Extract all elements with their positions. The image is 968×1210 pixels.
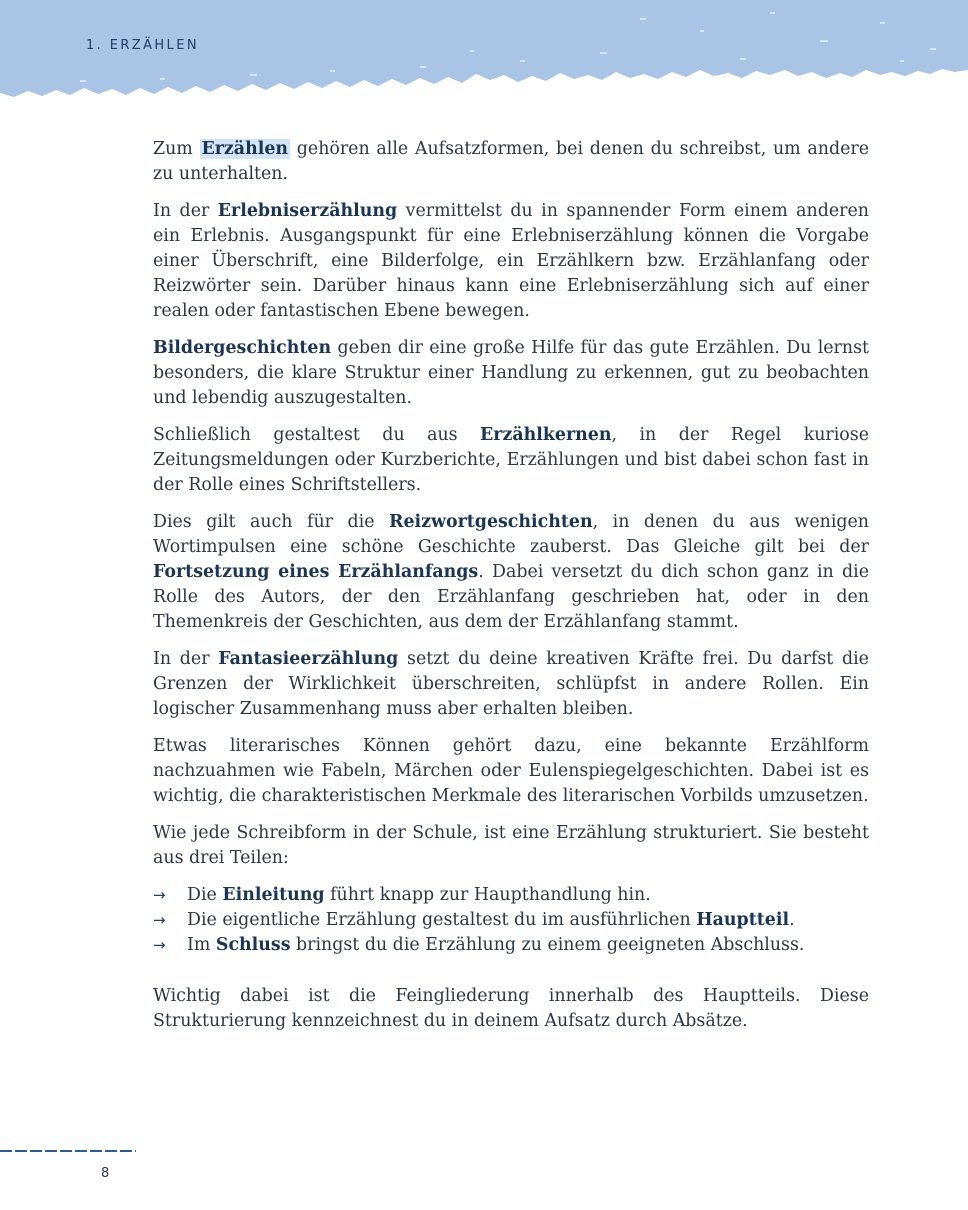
chapter-label: 1. ERZÄHLEN <box>86 38 199 53</box>
keyword: Bildergeschichten <box>153 338 332 358</box>
keyword: Schluss <box>215 935 291 955</box>
arrow-right-icon: → <box>153 886 166 904</box>
paragraph-feingliederung: Wichtig dabei ist die Feingliederung innerhalb des Hauptteils. Diese Strukturierung kennzeichnest du in deinem Aufsatz durch Absätze. <box>153 986 869 1031</box>
list-item-text: Im Schluss bringst du die Erzählung zu einem geeigneten Abschluss. <box>187 935 805 955</box>
structure-list <box>153 883 869 958</box>
highlighted-term: Erzählen <box>201 139 289 159</box>
paragraph-fantasieerzaehlung: In der Fantasieerzählung setzt du deine kreativen Kräfte frei. Du darfst die Grenzen der Wirklichkeit überschreiten, schlüpfst in andere Rollen. Ein logischer Zusammenhang muss aber erhalten bleiben. <box>153 649 869 719</box>
paragraph-erlebniserzaehlung: In der Erlebniserzählung vermittelst du in spannender Form einem anderen ein Erlebnis. Ausgangspunkt für eine Erlebniserzählung können die Vorgabe einer Überschrift, eine Bilderfolge, ein Erzählkern bzw. Erzählanfang oder Reizwörter sein. Darüber hinaus kann eine Erlebniserzählung sich auf einer realen oder fantastischen Ebene bewegen. <box>153 201 869 321</box>
paragraph-erzaehlkerne: Schließlich gestaltest du aus Erzählkernen, in der Regel kuriose Zeitungsmeldungen oder Kurzberichte, Erzählungen und bist dabei schon fast in der Rolle eines Schriftstellers. <box>153 425 869 495</box>
paragraph-bildergeschichten: Bildergeschichten geben dir eine große Hilfe für das gute Erzählen. Du lernst besonders, die klare Struktur einer Handlung zu erkennen, gut zu beobachten und lebendig auszugestalten. <box>153 338 869 408</box>
keyword: Hauptteil <box>696 910 790 930</box>
list-item-text: Die eigentliche Erzählung gestaltest du im ausführlichen Hauptteil. <box>187 910 795 930</box>
keyword: Einleitung <box>222 885 325 905</box>
paragraph-reizwortgeschichten: Dies gilt auch für die Reizwortgeschichten, in denen du aus wenigen Wortimpulsen eine schöne Geschichte zauberst. Das Gleiche gilt bei der Fortsetzung eines Erzählanfangs. Dabei versetzt du dich schon ganz in die Rolle des Autors, der den Erzählanfang geschrieben hat, oder in den Themenkreis der Geschichten, aus dem der Erzählanfang stammt. <box>153 512 870 632</box>
keyword: Erlebniserzählung <box>217 201 398 221</box>
keyword: Fortsetzung eines Erzählanfangs <box>153 562 479 582</box>
main-content <box>153 137 869 1046</box>
page-number: 8 <box>101 1166 110 1181</box>
paragraph-struktur: Wie jede Schreibform in der Schule, ist eine Erzählung strukturiert. Sie besteht aus drei Teilen: <box>153 823 869 868</box>
keyword: Erzählkernen <box>480 425 612 445</box>
list-item <box>153 908 869 933</box>
paragraph-literarisch: Etwas literarisches Können gehört dazu, eine bekannte Erzählform nachzuahmen wie Fabeln, Märchen oder Eulenspiegelgeschichten. Dabei ist es wichtig, die charakteristischen Merkmale des literarischen Vorbilds umzusetzen. <box>153 736 869 806</box>
list-item-text: Die Einleitung führt knapp zur Haupthandlung hin. <box>187 885 651 905</box>
arrow-right-icon: → <box>153 911 166 929</box>
list-item <box>153 933 869 958</box>
paragraph-intro: Zum Erzählen gehören alle Aufsatzformen, bei denen du schreibst, um andere zu unterhalten. <box>153 139 869 184</box>
list-item <box>153 883 869 908</box>
keyword: Reizwortgeschichten <box>389 512 593 532</box>
footer-dash-line <box>0 1150 136 1152</box>
arrow-right-icon: → <box>153 936 166 954</box>
keyword: Fantasieerzählung <box>218 649 399 669</box>
